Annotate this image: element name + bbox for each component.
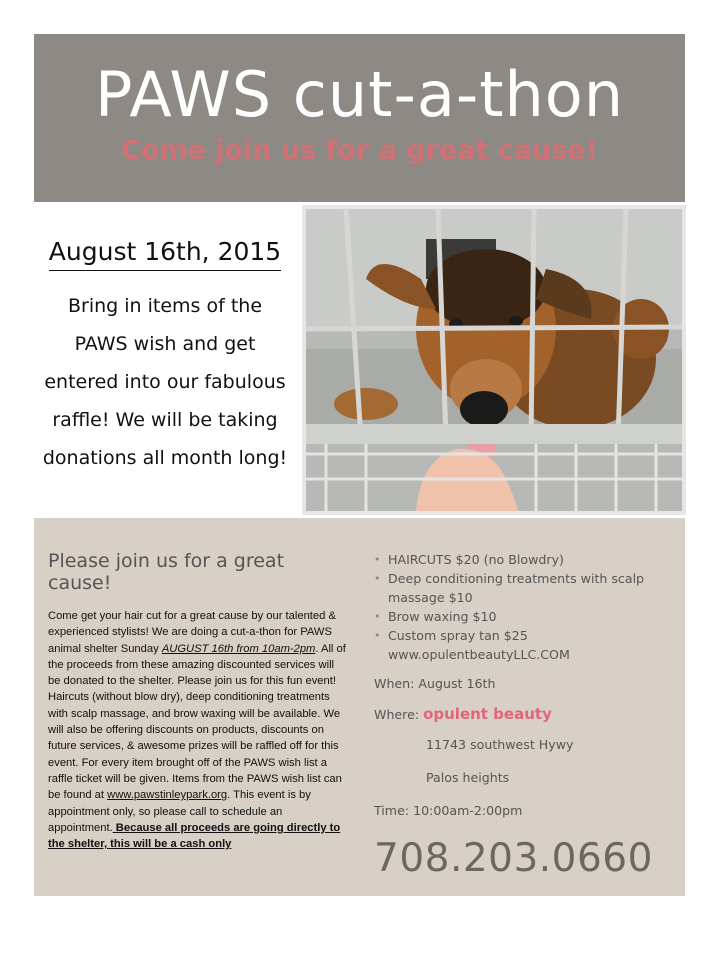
intro-panel <box>34 215 296 477</box>
body-text-1: Come get your hair cut for a great cause by our talented & experienced stylists! We are doing a cut-a-thon for PAWS animal shelter Sunday <box>48 610 336 655</box>
shelter-dog-photo <box>302 205 686 515</box>
street-address: 11743 southwest Hywy <box>426 737 574 752</box>
event-when: When: August 16th <box>374 676 496 691</box>
service-item: • HAIRCUTS $20 (no Blowdry) <box>374 550 674 569</box>
body-event-date: AUGUST 16th from 10am-2pm <box>161 642 316 655</box>
cash-only-note: Because all proceeds are going directly to the shelter, this will be a cash only <box>48 821 341 851</box>
paws-website-link[interactable]: www.pawstinleypark.org <box>107 789 228 802</box>
header-banner <box>34 34 685 202</box>
service-item: • Brow waxing $10 <box>374 607 674 626</box>
event-where <box>374 705 674 723</box>
page-title: PAWS cut-a-thon <box>94 58 625 131</box>
event-time: Time: 10:00am-2:00pm <box>374 803 523 818</box>
raffle-blurb: Bring in items of the PAWS wish and get entered into our fabulous raffle! We will be taking donations all month long! <box>42 295 288 469</box>
services-list <box>374 550 674 645</box>
where-label: Where: <box>374 707 424 722</box>
phone-number[interactable]: 708.203.0660 <box>374 836 653 881</box>
city: Palos heights <box>426 770 510 785</box>
salon-website[interactable]: www.opulentbeautyLLC.COM <box>388 647 570 662</box>
details-heading: Please join us for a great cause! <box>48 550 285 594</box>
service-item: • Custom spray tan $25 <box>374 626 674 645</box>
details-left-column <box>48 550 348 852</box>
details-right-column <box>374 550 674 881</box>
body-text-2: . All of the proceeds from these amazing discounted services will be donated to the shelter. Please join us for this fun event! Haircuts (without blow dry), deep conditioning treatments with scalp massage, and brow waxing will be available. We will also be offering discounts on products, discounts on future services, & awesome prizes will be raffled off for this event. For every item brought off of the PAWS wish list a raffle ticket will be given. Items from the PAWS wish list can be found at <box>48 642 346 802</box>
header-subtitle: Come join us for a great cause! <box>121 135 598 166</box>
details-body <box>48 608 348 852</box>
dog-illustration <box>306 209 682 511</box>
details-panel <box>34 518 685 896</box>
event-date: August 16th, 2015 <box>49 237 281 271</box>
service-item: • Deep conditioning treatments with scalp massage $10 <box>374 569 674 607</box>
business-name: opulent beauty <box>423 705 552 723</box>
body-text-3: . This event is by appointment only, so please call to schedule an appointment. <box>48 789 311 834</box>
